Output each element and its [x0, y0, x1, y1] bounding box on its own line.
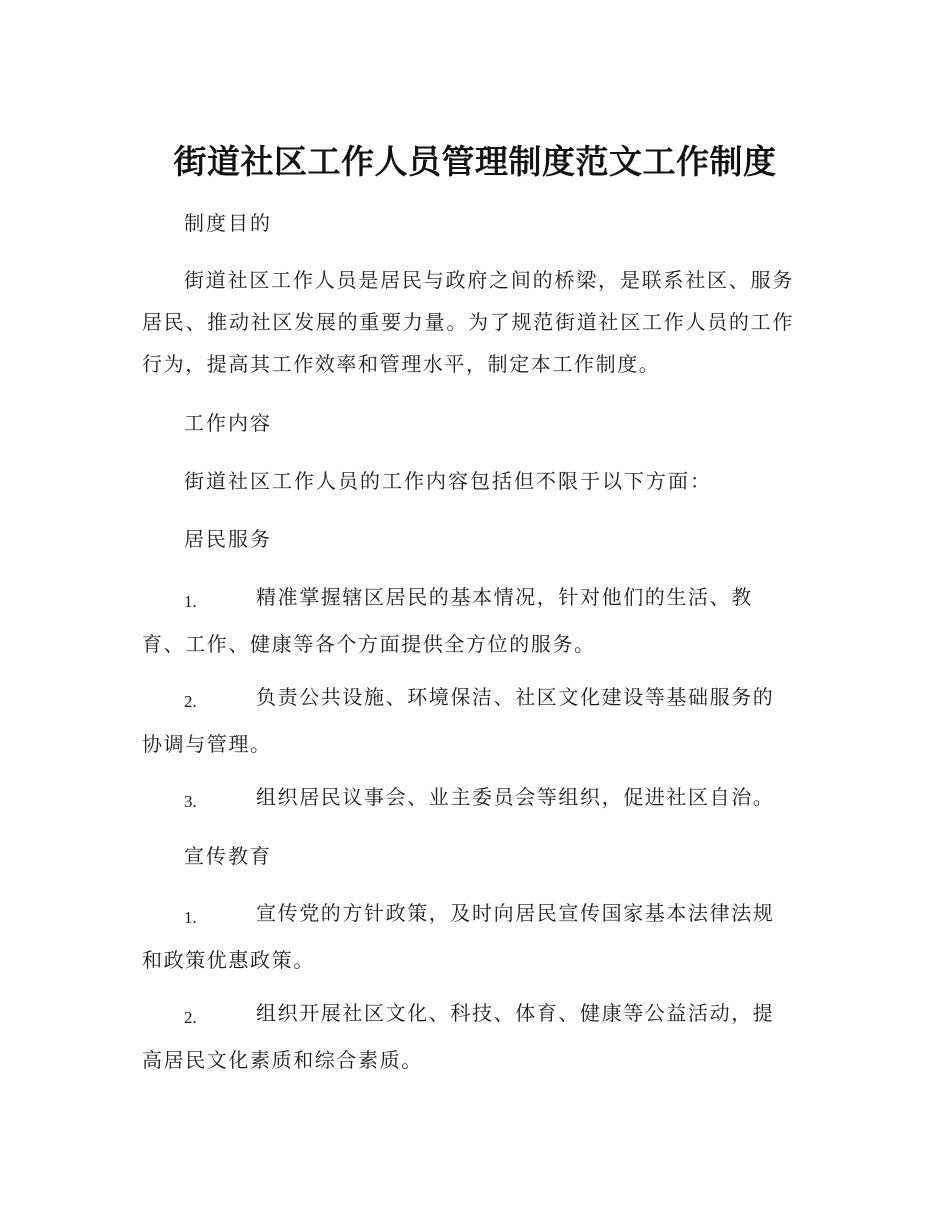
list-item [142, 576, 794, 665]
list-item-text: 精准掌握辖区居民的基本情况，针对他们的生活、教育、工作、健康等各个方面提供全方位的服务。 [142, 585, 753, 656]
list-item-text: 负责公共设施、环境保洁、社区文化建设等基础服务的协调与管理。 [142, 685, 775, 756]
section-heading-content: 工作内容 [184, 411, 272, 435]
list-item-number: 3. [184, 792, 197, 811]
section-heading-resident-service: 居民服务 [184, 527, 272, 551]
purpose-paragraph: 街道社区工作人员是居民与政府之间的桥梁，是联系社区、服务居民、推动社区发展的重要力量。为了规范街道社区工作人员的工作行为，提高其工作效率和管理水平，制定本工作制度。 [142, 268, 794, 376]
list-item-number: 1. [184, 908, 197, 927]
list-item [142, 776, 794, 823]
list-item-number: 2. [184, 692, 197, 711]
list-item [142, 992, 794, 1081]
list-item-number: 1. [184, 592, 197, 611]
list-item-text: 组织居民议事会、业主委员会等组织，促进社区自治。 [256, 785, 775, 809]
section-heading-purpose: 制度目的 [184, 211, 272, 235]
section-heading-publicity: 宣传教育 [184, 844, 272, 868]
list-item-text: 宣传党的方针政策，及时向居民宣传国家基本法律法规和政策优惠政策。 [142, 901, 775, 972]
document-title: 街道社区工作人员管理制度范文工作制度 [173, 142, 777, 181]
list-item-number: 2. [184, 1008, 197, 1027]
content-intro-paragraph: 街道社区工作人员的工作内容包括但不限于以下方面： [184, 469, 712, 493]
list-item [142, 676, 794, 765]
list-item [142, 892, 794, 981]
list-item-text: 组织开展社区文化、科技、体育、健康等公益活动，提高居民文化素质和综合素质。 [142, 1001, 775, 1072]
